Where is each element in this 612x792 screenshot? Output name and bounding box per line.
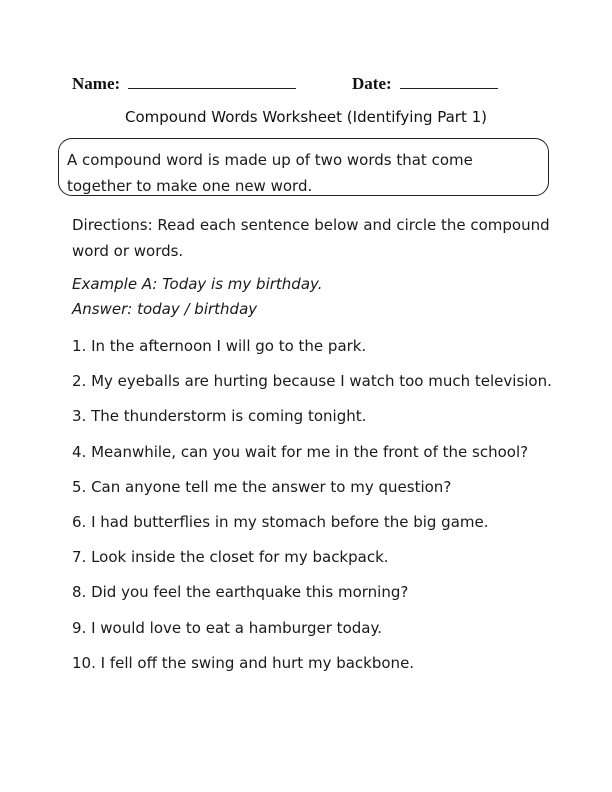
sentence-item: 9. I would love to eat a hamburger today. xyxy=(72,618,382,637)
sentence-item: 8. Did you feel the earthquake this morning? xyxy=(72,583,409,602)
date-blank-line[interactable] xyxy=(400,74,498,89)
example-answer: Answer: today / birthday xyxy=(72,300,258,318)
worksheet-title: Compound Words Worksheet (Identifying Part 1) xyxy=(124,108,488,126)
sentence-item: 10. I fell off the swing and hurt my backbone. xyxy=(72,653,415,672)
example-question: Example A: Today is my birthday. xyxy=(72,275,323,293)
date-label: Date: xyxy=(352,74,392,93)
sentence-item: 2. My eyeballs are hurting because I watch too much television. xyxy=(72,372,552,391)
sentence-item: 3. The thunderstorm is coming tonight. xyxy=(72,407,367,426)
name-field[interactable] xyxy=(72,74,296,94)
name-blank-line[interactable] xyxy=(128,74,296,89)
sentence-item: 6. I had butterflies in my stomach before the big game. xyxy=(72,512,489,531)
sentence-item: 4. Meanwhile, can you wait for me in the front of the school? xyxy=(72,442,529,461)
directions-text: Directions: Read each sentence below and circle the compound word or words. xyxy=(72,216,550,260)
definition-text: A compound word is made up of two words that come together to make one new word. xyxy=(67,151,473,195)
sentence-item: 5. Can anyone tell me the answer to my question? xyxy=(72,477,452,496)
sentence-item: 7. Look inside the closet for my backpack. xyxy=(72,548,389,567)
name-label: Name: xyxy=(72,74,121,93)
example-block xyxy=(72,272,323,322)
sentence-item: 1. In the afternoon I will go to the park. xyxy=(72,337,367,355)
sentence-list xyxy=(72,335,552,687)
definition-box xyxy=(58,138,549,196)
date-field[interactable] xyxy=(352,74,498,94)
